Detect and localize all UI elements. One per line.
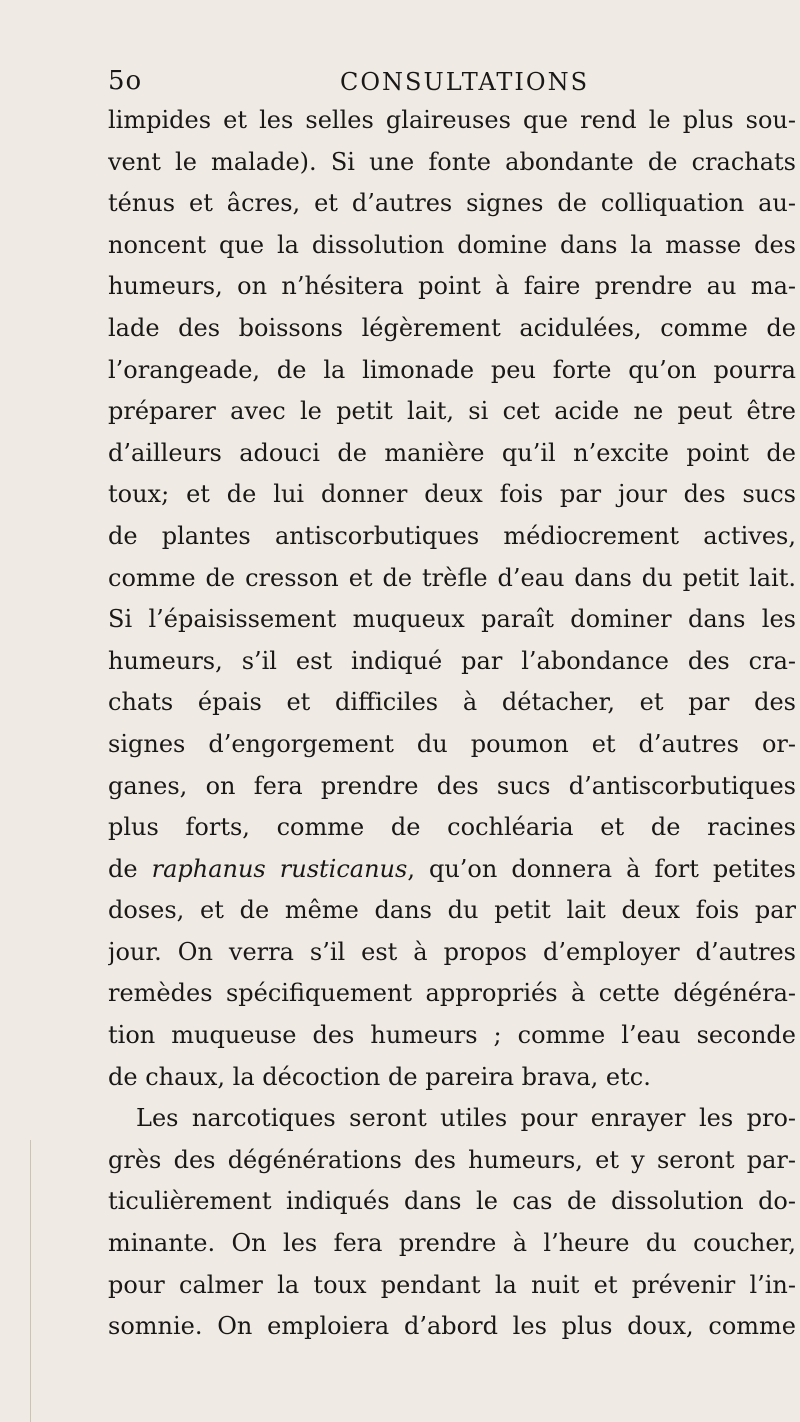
text-line: noncent que la dissolution domine dans la masse des (108, 230, 796, 259)
text-line: tion muqueuse des humeurs ; comme l’eau seconde (108, 1021, 796, 1050)
text-line: limpides et les selles glaireuses que rend le plus sou- (108, 106, 796, 134)
body-text (108, 100, 796, 1348)
text-line: grès des dégénérations des humeurs, et y seront par- (108, 1145, 796, 1174)
text-line: ticulièrement indiqués dans le cas de dissolution do- (108, 1187, 796, 1216)
text-line: comme de cresson et de trèfle d’eau dans du petit lait. (108, 563, 796, 592)
text-line: d’ailleurs adouci de manière qu’il n’excite point de (108, 438, 796, 467)
text-line: pour calmer la toux pendant la nuit et prévenir l’in- (108, 1270, 796, 1299)
text-line: l’orangeade, de la limonade peu forte qu’on pourra (108, 355, 796, 384)
text-line: humeurs, on n’hésitera point à faire prendre au ma- (108, 272, 796, 301)
text-line: ganes, on fera prendre des sucs d’antiscorbutiques (108, 771, 796, 800)
text-line: vent le malade). Si une fonte abondante de crachats (108, 147, 796, 176)
text-line: humeurs, s’il est indiqué par l’abondance des cra- (108, 646, 796, 675)
text-line: de plantes antiscorbutiques médiocrement actives, (108, 521, 796, 550)
text-line: signes d’engorgement du poumon et d’autres or- (108, 729, 796, 758)
text-line: plus forts, comme de cochléaria et de racines (108, 813, 796, 842)
latin-term: raphanus rusticanus (151, 854, 408, 883)
running-title: CONSULTATIONS (340, 68, 590, 96)
text-line: jour. On verra s’il est à propos d’employer d’autres (108, 937, 796, 966)
paragraph-end-line: de chaux, la décoction de pareira brava, etc. (108, 1062, 651, 1091)
text-line: doses, et de même dans du petit lait deux fois par (108, 896, 796, 925)
text-line: somnie. On emploiera d’abord les plus doux, comme (108, 1312, 796, 1341)
text-line: minante. On les fera prendre à l’heure du coucher, (108, 1229, 796, 1258)
paragraph-start-line: Les narcotiques seront utiles pour enrayer les pro- (136, 1104, 796, 1133)
text-line: toux; et de lui donner deux fois par jour des sucs (108, 480, 796, 509)
text-line: lade des boissons légèrement acidulées, comme de (108, 313, 796, 342)
text-line: Si l’épaisissement muqueux paraît dominer dans les (108, 605, 796, 634)
text-line: chats épais et difficiles à détacher, et par des (108, 688, 796, 717)
text-line-italic: de raphanus rusticanus, qu’on donnera à fort petites (108, 854, 796, 883)
page-edge-line (30, 1140, 31, 1422)
text-line: ténus et âcres, et d’autres signes de colliquation au- (108, 189, 796, 218)
page-number: 5o (108, 66, 143, 96)
text-line: remèdes spécifiquement appropriés à cette dégénéra- (108, 979, 796, 1008)
text-line: préparer avec le petit lait, si cet acide ne peut être (108, 397, 796, 426)
